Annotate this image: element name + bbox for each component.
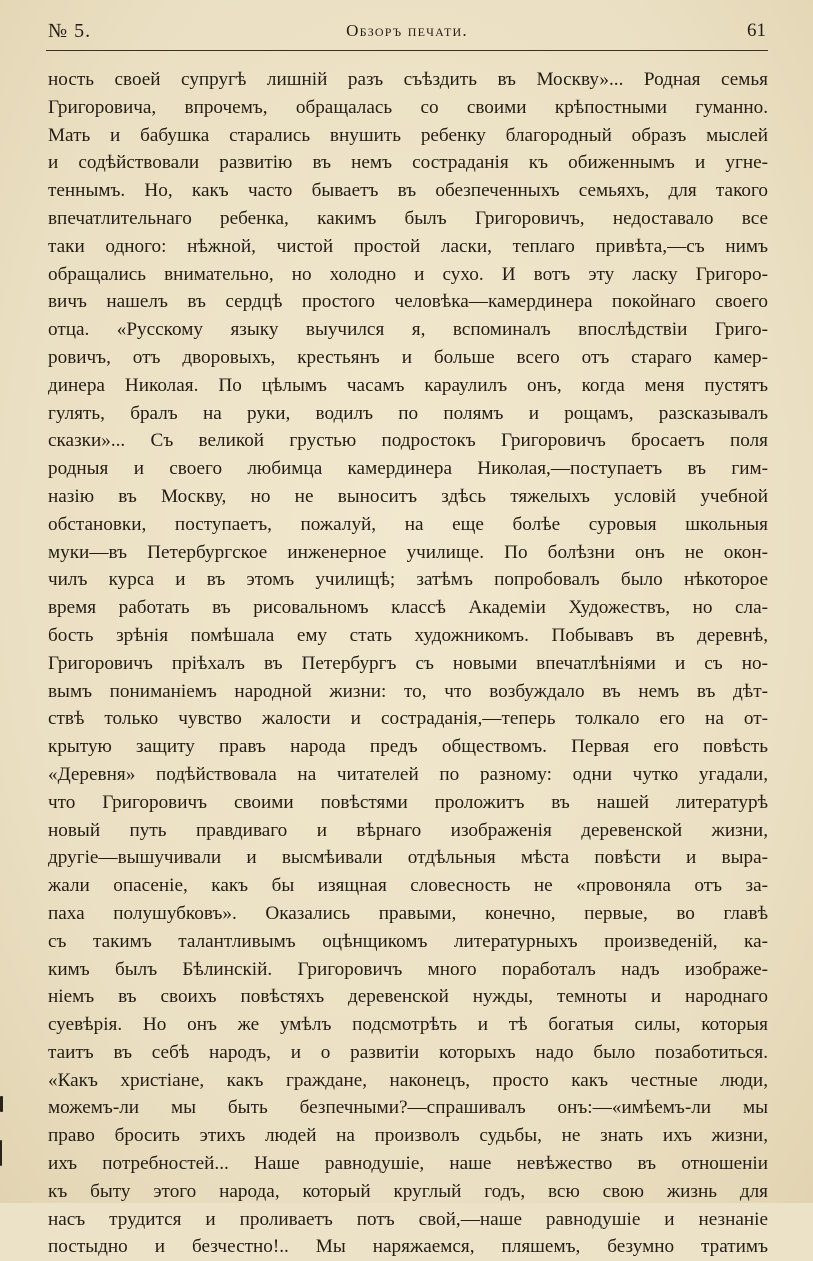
text-line: обращались внимательно, но холодно и сухо. И вотъ эту ласку Григоро- [48, 263, 768, 285]
text-line: кимъ былъ Бѣлинскій. Григоровичъ много поработалъ надъ изображе- [48, 958, 768, 980]
text-line: отца. «Русскому языку выучился я, вспоминалъ впослѣдствіи Григо- [48, 319, 768, 341]
section-title: Обзоръ печати. [346, 21, 468, 40]
text-line: насъ трудится и проливаетъ потъ свой,—наше равнодушіе и незнаніе [48, 1208, 768, 1230]
page-number: 61 [747, 20, 766, 41]
text-line: «Какъ христіане, какъ граждане, наконецъ, просто какъ честные люди, [48, 1069, 768, 1091]
text-line: крытую защиту правъ народа предъ обществомъ. Первая его повѣсть [48, 736, 768, 758]
text-line: Григоровичъ пріѣхалъ въ Петербургъ съ новыми впечатлѣніями и съ но- [48, 652, 768, 674]
text-line: и содѣйствовали развитію въ немъ состраданія къ обиженнымъ и угне- [48, 152, 768, 174]
text-line: динера Николая. По цѣлымъ часамъ караулилъ онъ, когда меня пустятъ [48, 374, 768, 396]
text-line: постыдно и безчестно!.. Мы наряжаемся, пляшемъ, безумно тратимъ [48, 1236, 768, 1258]
text-line: новый путь правдиваго и вѣрнаго изображенія деревенской жизни, [48, 819, 768, 841]
header-divider [46, 50, 768, 51]
text-line: ствѣ только чувство жалости и состраданія,—теперь толкало его на от- [48, 708, 768, 730]
text-line: теннымъ. Но, какъ часто бываетъ въ обезпеченныхъ семьяхъ, для такого [48, 180, 768, 202]
text-line: таитъ въ себѣ народъ, и о развитіи которыхъ надо было позаботиться. [48, 1041, 768, 1063]
text-line: вымъ пониманіемъ народной жизни: то, что возбуждало въ немъ въ дѣт- [48, 680, 768, 702]
text-line: ность своей супругѣ лишній разъ съѣздить въ Москву»... Родная семья [48, 69, 768, 90]
text-line: Григоровича, впрочемъ, обращалась со своими крѣпостными гуманно. [48, 96, 768, 118]
text-line: назію въ Москву, но не выноситъ здѣсь тяжелыхъ условій учебной [48, 485, 768, 507]
text-line: суевѣрія. Но онъ же умѣлъ подсмотрѣть и тѣ богатыя силы, которыя [48, 1014, 768, 1036]
text-line: муки—въ Петербургское инженерное училище. По болѣзни онъ не окон- [48, 541, 768, 563]
text-line: паха полушубковъ». Оказались правыми, конечно, первые, во главѣ [48, 902, 768, 924]
text-line: ніемъ въ своихъ повѣстяхъ деревенской нужды, темноты и народнаго [48, 986, 768, 1008]
text-line: обстановки, поступаетъ, пожалуй, на еще болѣе суровыя школьныя [48, 513, 768, 535]
text-line: ровичъ, отъ дворовыхъ, крестьянъ и больше всего отъ стараго камер- [48, 346, 768, 368]
text-line: что Григоровичъ своими повѣстями проложитъ въ нашей литературѣ [48, 791, 768, 813]
text-line: «Деревня» подѣйствовала на читателей по разному: одни чутко угадали, [48, 763, 768, 785]
text-line: таки одного: нѣжной, чистой простой ласки, теплаго привѣта,—съ нимъ [48, 235, 768, 257]
text-line: Мать и бабушка старались внушить ребенку благородный образъ мыслей [48, 124, 768, 146]
binding-edge-mark [0, 1140, 2, 1166]
text-line: другіе—вышучивали и высмѣивали отдѣльныя мѣста повѣсти и выра- [48, 847, 768, 869]
text-line: къ быту этого народа, который круглый годъ, всю свою жизнь для [48, 1180, 768, 1202]
text-line: право бросить этихъ людей на произволъ судьбы, не знать ихъ жизни, [48, 1125, 768, 1147]
text-line: чилъ курса и въ этомъ училищѣ; затѣмъ попробовалъ было нѣкоторое [48, 569, 768, 591]
text-line: вичъ нашелъ въ сердцѣ простого человѣка—камердинера покойнаго своего [48, 291, 768, 313]
text-line: бость зрѣнія помѣшала ему стать художникомъ. Побывавъ въ деревнѣ, [48, 624, 768, 646]
text-line: можемъ-ли мы быть безпечными?—спрашивалъ онъ:—«имѣемъ-ли мы [48, 1097, 768, 1119]
text-line: время работать въ рисовальномъ классѣ Академіи Художествъ, но сла- [48, 597, 768, 619]
text-line: родныя и своего любимца камердинера Николая,—поступаетъ въ гим- [48, 458, 768, 480]
body-text [48, 66, 768, 1261]
page-header [46, 18, 768, 48]
issue-number: № 5. [48, 20, 92, 42]
binding-edge-mark [0, 1096, 3, 1112]
text-line: жали опасеніе, какъ бы изящная словесность не «провоняла отъ за- [48, 875, 768, 897]
text-line: гулять, бралъ на руки, водилъ по полямъ и рощамъ, разсказывалъ [48, 402, 768, 424]
text-line: ихъ потребностей... Наше равнодушіе, наше невѣжество въ отношеніи [48, 1153, 768, 1175]
text-line: сказки»... Съ великой грустью подростокъ Григоровичъ бросаетъ поля [48, 430, 768, 452]
text-line: съ такимъ талантливымъ оцѣнщикомъ литературныхъ произведеній, ка- [48, 930, 768, 952]
text-line: впечатлительнаго ребенка, какимъ былъ Григоровичъ, недоставало все [48, 207, 768, 229]
